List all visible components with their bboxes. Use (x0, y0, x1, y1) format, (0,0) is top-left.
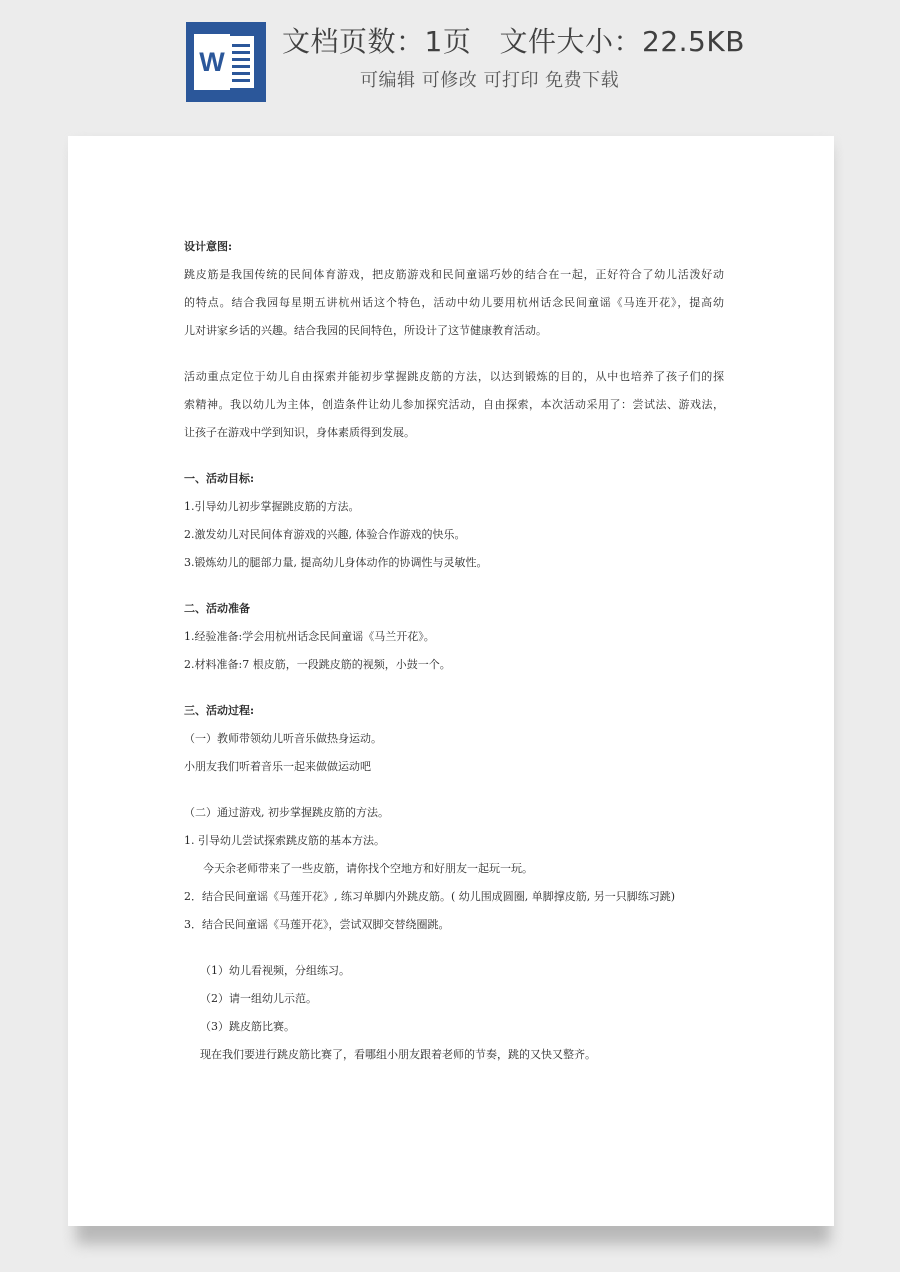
goals-heading: 一、活动目标: (184, 472, 255, 485)
design-paragraph-2-line: 活动重点定位于幼儿自由探索并能初步掌握跳皮筋的方法，以达到锻炼的目的，从中也培养了孩子们的探 (184, 370, 724, 383)
document-lines-graphic (226, 36, 254, 88)
design-paragraph-1-line: 的特点。结合我园每星期五讲杭州话这个特色，活动中幼儿要用杭州话念民间童谣《马连开花》，提高幼 (184, 296, 724, 309)
process-substep: （3）跳皮筋比赛。 (200, 1020, 295, 1033)
design-paragraph-2-line: 让孩子在游戏中学到知识，身体素质得到发展。 (184, 426, 415, 439)
process-heading: 三、活动过程: (184, 704, 255, 717)
process-step-2: 2．结合民间童谣《马莲开花》, 练习单脚内外跳皮筋。( 幼儿围成圆圈, 单脚撑皮筋, 另一只脚练习跳) (184, 890, 676, 903)
design-intent-heading: 设计意图: (184, 240, 233, 253)
process-part-1-title: （一）教师带领幼儿听音乐做热身运动。 (184, 732, 382, 745)
preparation-heading: 二、活动准备 (184, 602, 250, 615)
process-step-1-text: 今天余老师带来了一些皮筋，请你找个空地方和好朋友一起玩一玩。 (203, 862, 533, 875)
goal-item: 1.引导幼儿初步掌握跳皮筋的方法。 (184, 500, 360, 513)
document-page (68, 136, 834, 1226)
word-letter-w: W (194, 34, 230, 90)
goal-item: 2.激发幼儿对民间体育游戏的兴趣, 体验合作游戏的快乐。 (184, 528, 466, 541)
file-info-title: 文档页数：1页 文件大小：22.5KB (282, 25, 745, 58)
process-step-3: 3．结合民间童谣《马莲开花》，尝试双脚交替绕圈跳。 (184, 918, 450, 931)
process-closing-text: 现在我们要进行跳皮筋比赛了，看哪组小朋友跟着老师的节奏，跳的又快又整齐。 (200, 1048, 596, 1061)
word-document-icon (186, 22, 266, 102)
goal-item: 3.锻炼幼儿的腿部力量, 提高幼儿身体动作的协调性与灵敏性。 (184, 556, 488, 569)
design-paragraph-1-line: 跳皮筋是我国传统的民间体育游戏，把皮筋游戏和民间童谣巧妙的结合在一起，正好符合了幼儿活泼好动 (184, 268, 724, 281)
process-part-2-title: （二）通过游戏, 初步掌握跳皮筋的方法。 (184, 806, 389, 819)
process-part-1-text: 小朋友我们听着音乐一起来做做运动吧 (184, 760, 371, 773)
preparation-item: 2.材料准备:7 根皮筋，一段跳皮筋的视频，小鼓一个。 (184, 658, 451, 671)
file-features-subtitle: 可编辑 可修改 可打印 免费下载 (360, 70, 620, 91)
process-substep: （1）幼儿看视频，分组练习。 (200, 964, 350, 977)
design-paragraph-2-line: 索精神。我以幼儿为主体，创造条件让幼儿参加探究活动，自由探索，本次活动采用了：尝试法、游戏法， (184, 398, 724, 411)
document-body (184, 233, 724, 1069)
preparation-item: 1.经验准备:学会用杭州话念民间童谣《马兰开花》。 (184, 630, 435, 643)
process-step-1: 1. 引导幼儿尝试探索跳皮筋的基本方法。 (184, 834, 385, 847)
design-paragraph-1-line: 儿对讲家乡话的兴趣。结合我园的民间特色，所设计了这节健康教育活动。 (184, 324, 547, 337)
process-substep: （2）请一组幼儿示范。 (200, 992, 317, 1005)
